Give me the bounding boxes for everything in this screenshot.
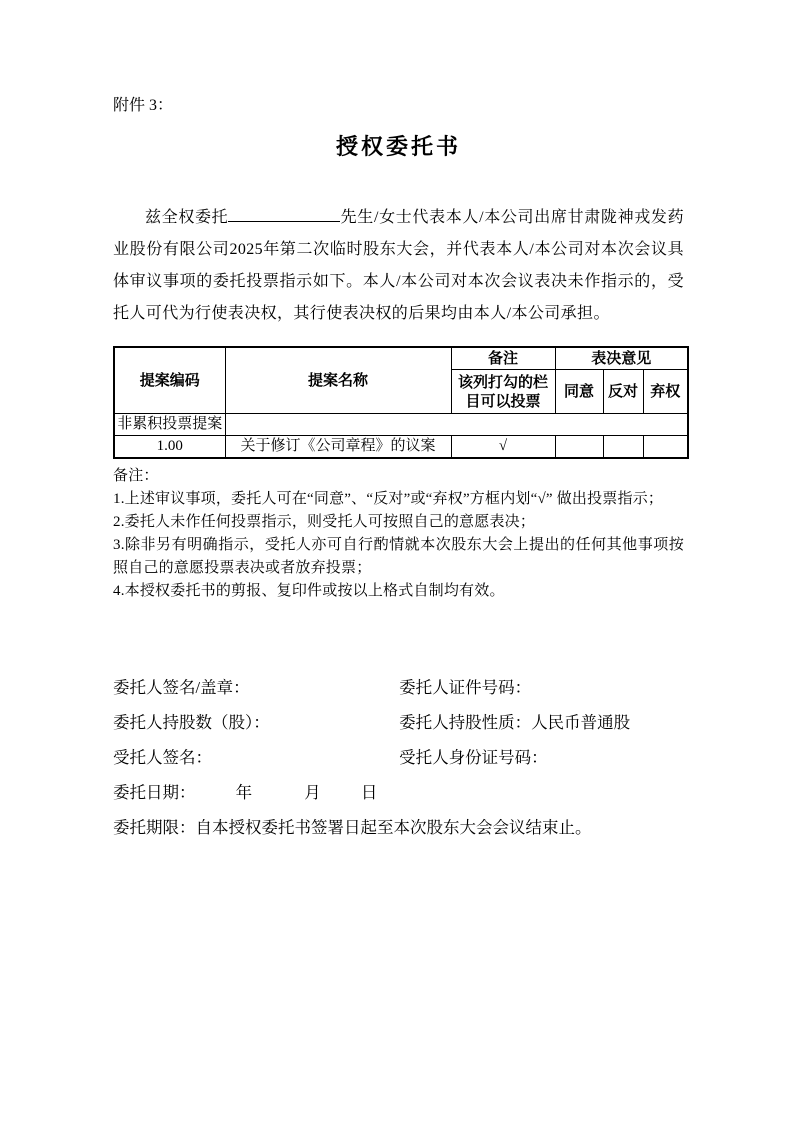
col-header-abstain: 弃权 xyxy=(643,370,688,414)
principal-id-number-label: 委托人证件号码： xyxy=(399,678,532,697)
date-year-label: 年 xyxy=(235,783,253,802)
proposal-name-cell: 关于修订《公司章程》的议案 xyxy=(225,436,451,459)
note-item-4: 4.本授权委托书的剪报、复印件或按以上格式自制均有效。 xyxy=(113,583,505,599)
proposal-remark-cell: √ xyxy=(451,436,555,459)
trustee-name-blank xyxy=(228,204,340,222)
note-item-1: 1.上述审议事项，委托人可在“同意”、“反对”或“弃权”方框内划“√” 做出投票指示； xyxy=(113,491,664,507)
vote-agree-cell xyxy=(555,436,603,459)
table-section-row xyxy=(114,414,688,436)
note-item-2: 2.委托人未作任何投票指示，则受托人可按照自己的意愿表决； xyxy=(113,514,536,530)
section-empty-cell xyxy=(225,414,688,436)
proxy-paragraph-rest: 先生/女士代表本人/本公司出席甘肃陇神戎发药业股份有限公司2025年第二次临时股东大会，并代表本人/本公司对本次会议具体审议事项的委托投票指示如下。本人/本公司对本次会议表决未作指示的，受托人可代为行使表决权，其行使表决权的后果均由本人/本公司承担。 xyxy=(113,209,684,322)
principal-share-type-label: 委托人持股性质：人民币普通股 xyxy=(399,713,631,732)
vote-oppose-cell xyxy=(603,436,643,459)
col-header-remark-sub: 该列打勾的栏目可以投票 xyxy=(451,370,555,414)
note-item-3: 3.除非另有明确指示，受托人亦可自行酌情就本次股东大会上提出的任何其他事项按照自己的意愿投票表决或者放弃投票； xyxy=(113,537,684,576)
section-label-cell: 非累积投票提案 xyxy=(114,414,225,436)
col-header-remark: 备注 xyxy=(451,347,555,370)
table-header-row-1 xyxy=(114,347,688,370)
validity-period-text: 委托期限：自本授权委托书签署日起至本次股东大会会议结束止。 xyxy=(113,818,592,837)
date-day-label: 日 xyxy=(360,783,378,802)
attachment-label: 附件 3： xyxy=(113,97,174,114)
principal-shares-label: 委托人持股数（股）： xyxy=(113,713,270,732)
col-header-vote-opinion: 表决意见 xyxy=(555,347,688,370)
col-header-proposal-name: 提案名称 xyxy=(225,347,451,414)
signature-row-3 xyxy=(113,747,684,768)
principal-signature-label: 委托人签名/盖章： xyxy=(113,678,250,697)
proxy-paragraph-intro: 兹全权委托 xyxy=(145,209,229,226)
signature-row-2 xyxy=(113,712,684,733)
col-header-oppose: 反对 xyxy=(603,370,643,414)
date-label: 委托日期： xyxy=(113,783,196,802)
table-row xyxy=(114,436,688,459)
col-header-proposal-code: 提案编码 xyxy=(114,347,225,414)
col-header-agree: 同意 xyxy=(555,370,603,414)
signature-section xyxy=(113,677,684,838)
proxy-paragraph xyxy=(113,202,684,330)
vote-abstain-cell xyxy=(643,436,688,459)
notes-heading: 备注： xyxy=(113,468,159,484)
date-month-label: 月 xyxy=(304,783,321,802)
date-line xyxy=(113,782,684,803)
signature-row-1 xyxy=(113,677,684,698)
proposals-table xyxy=(113,346,689,459)
trustee-id-number-label: 受托人身份证号码： xyxy=(399,748,548,767)
page-title: 授权委托书 xyxy=(335,134,461,159)
notes-section xyxy=(113,465,684,603)
trustee-signature-label: 受托人签名： xyxy=(113,748,212,767)
validity-period-line xyxy=(113,817,684,838)
proposal-code-cell: 1.00 xyxy=(114,436,225,459)
